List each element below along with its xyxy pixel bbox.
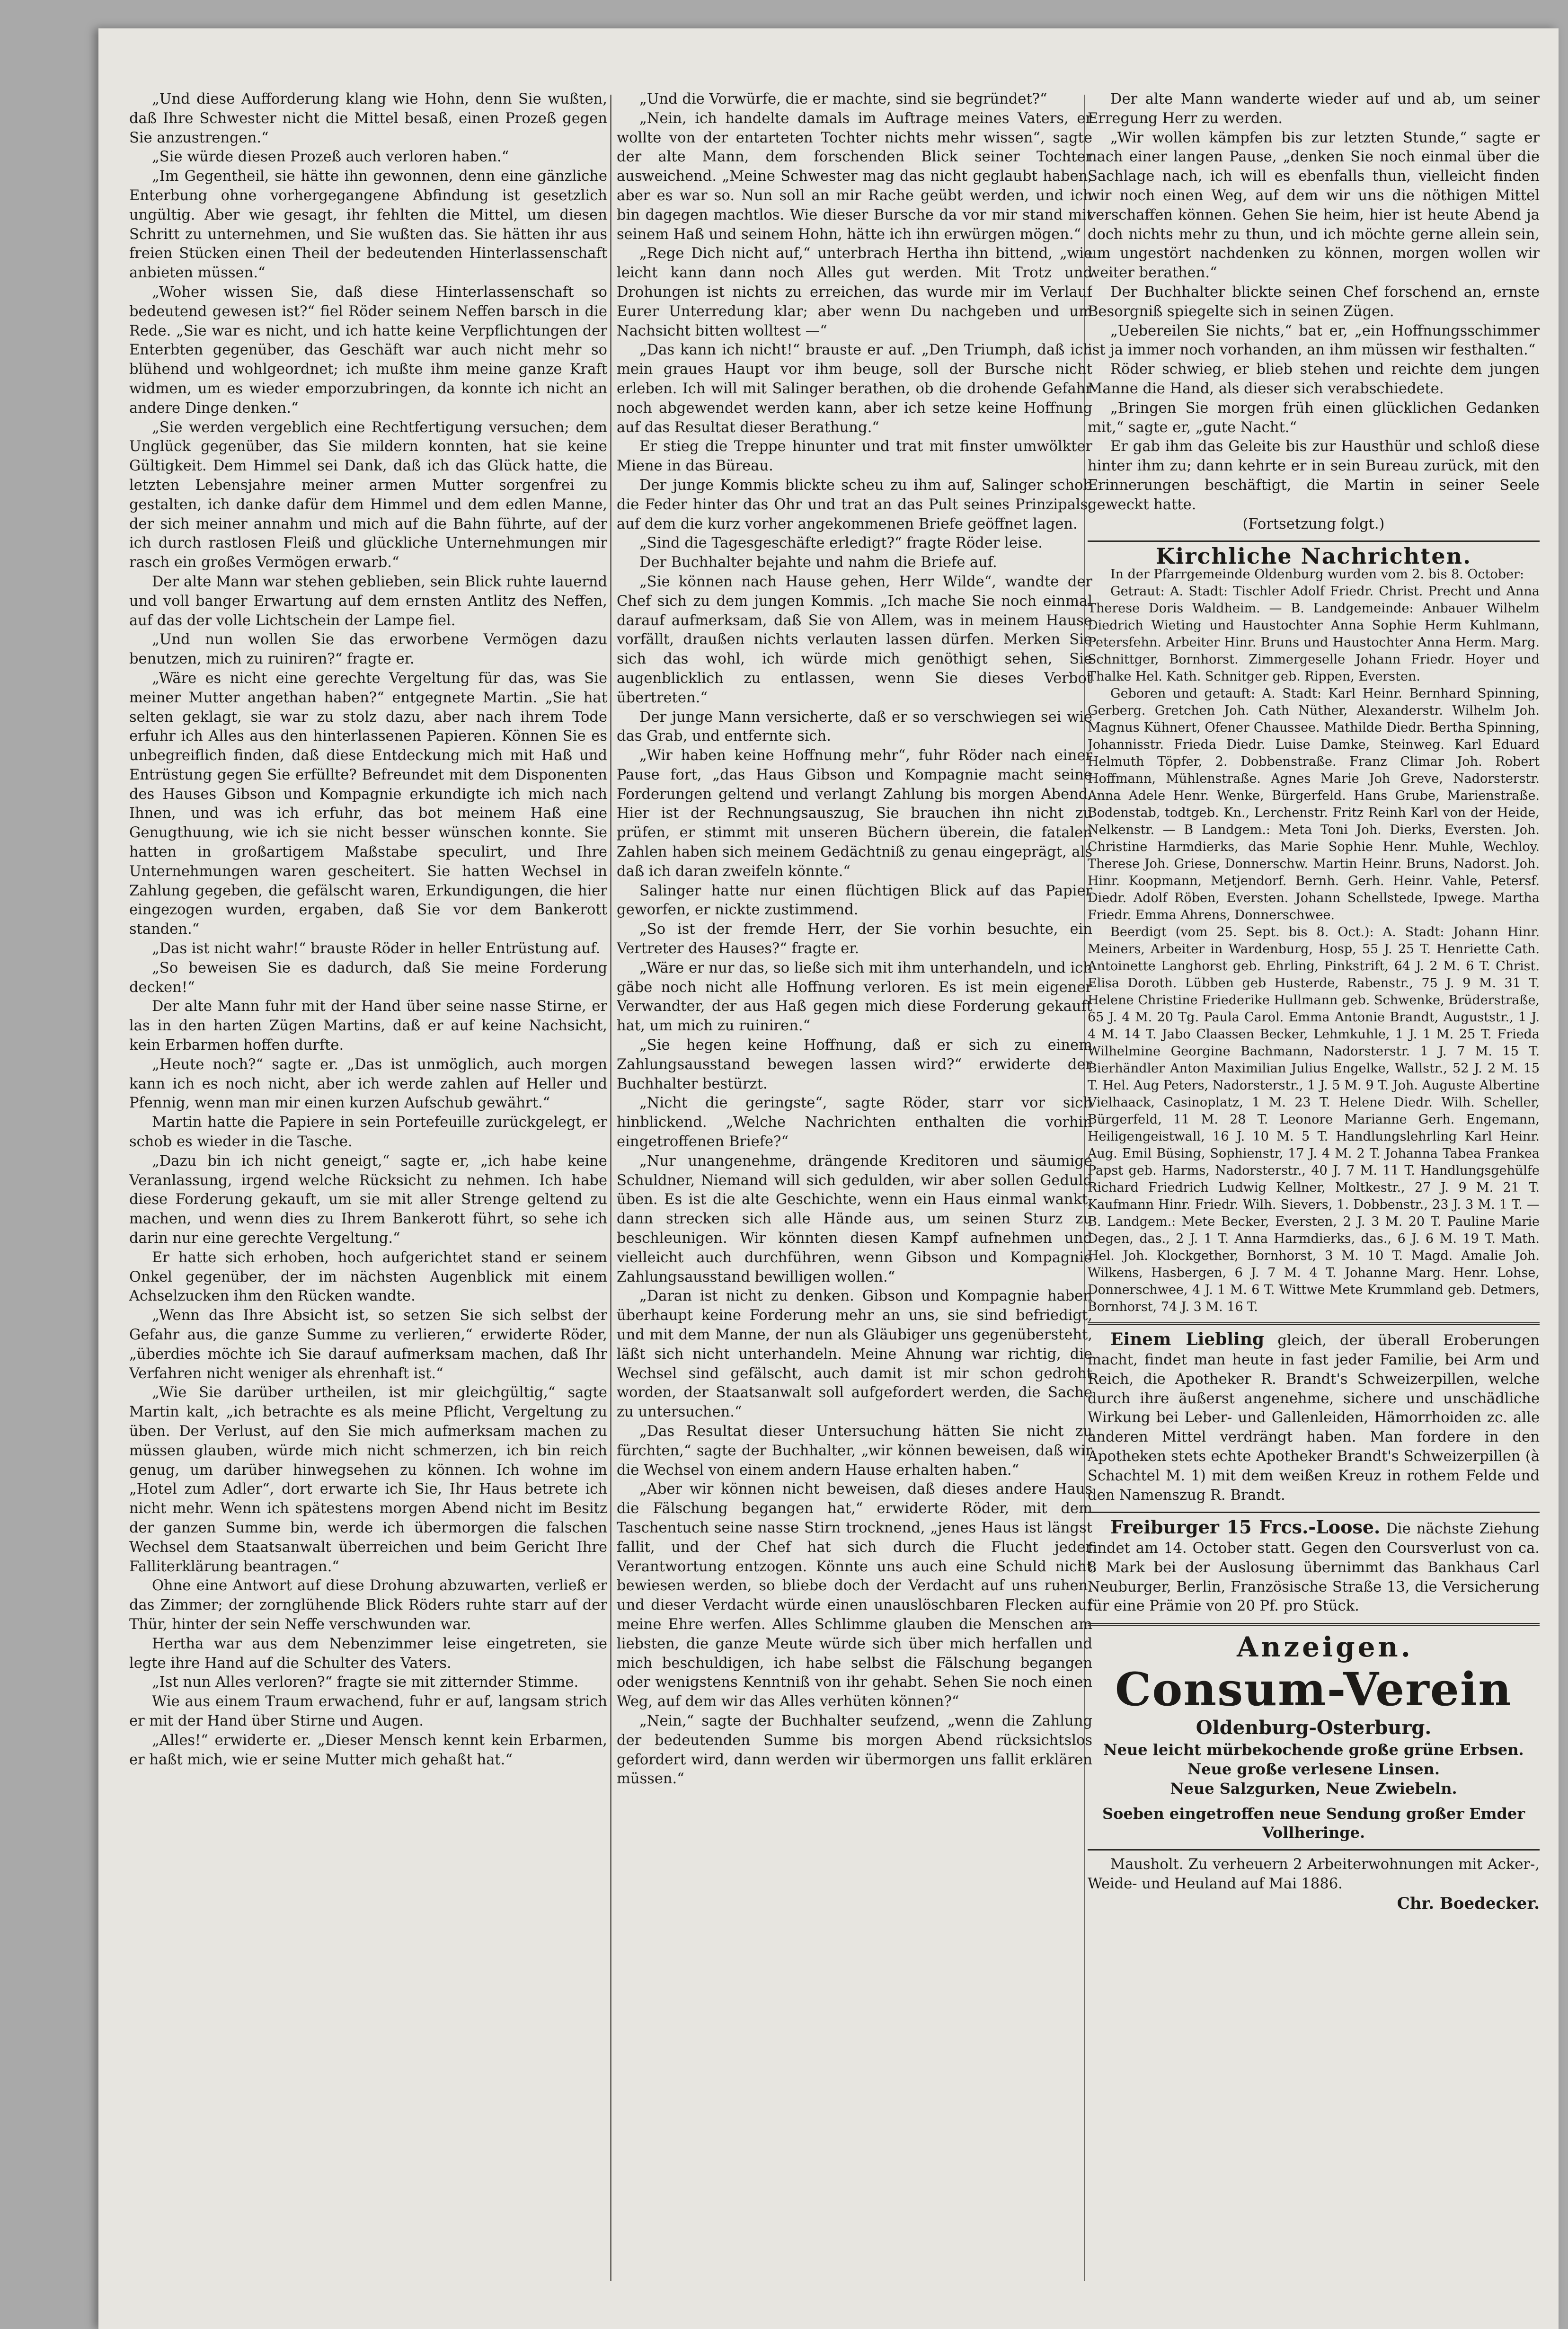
section-rule	[1088, 1623, 1540, 1626]
paragraph: „Uebereilen Sie nichts,“ bat er, „ein Hoffnungsschimmer ist ja immer noch vorhanden, an ihm müssen wir festhalten.“	[1088, 322, 1540, 359]
paragraph: Geboren und getauft: A. Stadt: Karl Heinr. Bernhard Spinning, Gerberg. Gretchen Joh. Cath Nüther, Alexanderstr. Wilhelm Joh. Magnus Kühnert, Ofener Chaussee. Mathilde Diedr. Bertha Spinning, Johannisstr. Frieda Diedr. Luise Damke, Steinweg. Karl Eduard Helmuth Töpfer, 2. Dobbenstraße. Franz Climar Joh. Robert Hoffmann, Mühlenstraße. Agnes Marie Joh Greve, Nadorsterstr. Anna Adele Henr. Wenke, Bürgerfeld. Hans Grube, Marienstraße. Bodenstab, todtgeb. Kn., Lerchenstr. Fritz Reinh Karl von der Heide, Nelkenstr. — B Landgem.: Meta Toni Joh. Dierks, Eversten. Joh. Christine Harmdierks, das Marie Sophie Henr. Muhle, Wechloy. Therese Joh. Griese, Donnerschw. Martin Heinr. Bruns, Nadorst. Joh. Hinr. Koopmann, Metjendorf. Bernh. Gerh. Heinr. Vahle, Petersf. Diedr. Adolf Röben, Eversten. Johann Schellstede, Ipwege. Martha Friedr. Emma Ahrens, Donnerschwee.	[1088, 686, 1540, 923]
church-news	[1088, 566, 1540, 1316]
paragraph: In der Pfarrgemeinde Oldenburg wurden vom 2. bis 8. October:	[1110, 567, 1524, 582]
paragraph: „Wenn das Ihre Absicht ist, so setzen Sie sich selbst der Gefahr aus, die ganze Summe zu verlieren,“ erwiderte Röder, „überdies möchte ich Sie darauf aufmerksam machen, daß Ihr Verfahren nicht weniger als ehrenhaft ist.“	[129, 1307, 607, 1382]
paragraph: „Sind die Tagesgeschäfte erledigt?“ fragte Röder leise.	[639, 535, 1043, 552]
paragraph: Der Buchhalter blickte seinen Chef forschend an, ernste Besorgniß spiegelte sich in seinen Zügen.	[1088, 283, 1540, 320]
paragraph: „Wie Sie darüber urtheilen, ist mir gleichgültig,“ sagte Martin kalt, „ich betrachte es als meine Pflicht, Vergeltung zu üben. Der Verlust, auf den Sie mich aufmerksam machen zu müssen glauben, würde mich nicht schmerzen, ich bin reich genug, um darüber hinwegsehen zu können. Ich wohne im „Hotel zum Adler“, dort erwarte ich Sie, Ihr Haus betrete ich nicht mehr. Wenn ich spätestens morgen Abend nicht im Besitz der ganzen Summe bin, werde ich übermorgen die falschen Wechsel dem Staatsanwalt überreichen und beim Gericht Ihre Falliterklärung beantragen.“	[129, 1384, 607, 1575]
paragraph: „Wäre er nur das, so ließe sich mit ihm unterhandeln, und ich gäbe noch nicht alle Hoffnung verloren. Es ist mein eigener Verwandter, der aus Haß gegen mich diese Forderung gekauft hat, um mich zu ruiniren.“	[617, 959, 1092, 1035]
ad-text: Die nächste Ziehung findet am 14. October statt. Gegen den Coursverlust von ca. 8 Mark bei der Auslosung übernimmt das Bankhaus Carl Neuburger, Berlin, Französische Straße 13, die Versicherung für eine Prämie von 20 Pf. pro Stück.	[1088, 1521, 1540, 1615]
paragraph: Er gab ihm das Geleite bis zur Hausthür und schloß diese hinter ihm zu; dann kehrte er in sein Bureau zurück, mit den Erinnerungen beschäftigt, die Martin in seiner Seele geweckt hatte.	[1088, 438, 1540, 513]
paragraph: „Das Resultat dieser Untersuchung hätten Sie nicht zu fürchten,“ sagte der Buchhalter, „wir können beweisen, daß wir die Wechsel von einem andern Hause erhalten haben.“	[617, 1423, 1092, 1479]
ad-lead: Freiburger 15 Frcs.-Loose.	[1110, 1516, 1381, 1538]
paragraph: Der junge Mann versicherte, daß er so verschwiegen sei wie das Grab, und entfernte sich.	[617, 708, 1092, 745]
paragraph: Der alte Mann fuhr mit der Hand über seine nasse Stirne, er las in den harten Zügen Martins, daß er auf keine Nachsicht, kein Erbarmen hoffen durfte.	[129, 998, 607, 1054]
newspaper-page	[98, 28, 1559, 2329]
paragraph: „Im Gegentheil, sie hätte ihn gewonnen, denn eine gänzliche Enterbung ohne vorhergegangene Abfindung ist gesetzlich ungültig. Aber wie gesagt, ihr fehlten die Mittel, um diesen Schritt zu unternehmen, und Sie wußten das. Sie hätten ihr aus freien Stücken einen Theil der bedeutenden Hinterlassenschaft anbieten müssen.“	[129, 168, 607, 282]
paragraph: Der alte Mann war stehen geblieben, sein Blick ruhte lauernd und voll banger Erwartung auf dem ernsten Antlitz des Neffen, auf das der volle Lichtschein der Lampe fiel.	[129, 573, 607, 629]
paragraph: Hertha war aus dem Nebenzimmer leise eingetreten, sie legte ihre Hand auf die Schulter des Vaters.	[129, 1635, 607, 1672]
ad-text: Mausholt. Zu verheuern 2 Arbeiterwohnungen mit Acker-, Weide- und Heuland auf Mai 1886.	[1088, 1856, 1540, 1893]
paragraph: „Nein, ich handelte damals im Auftrage meines Vaters, er wollte von der entarteten Tochter nichts mehr wissen“, sagte der alte Mann, dem forschenden Blick seiner Tochter ausweichend. „Meine Schwester mag das nicht geglaubt haben, aber es war so. Nun soll an mir Rache geübt werden, und ich bin dagegen machtlos. Wie dieser Bursche da vor mir stand mit seinem Haß und seinem Hohn, hätte ich ihn erwürgen mögen.“	[617, 110, 1092, 243]
ad-signature: Chr. Boedecker.	[1397, 1894, 1540, 1913]
story-column-1	[129, 90, 607, 2276]
paragraph: „Dazu bin ich nicht geneigt,“ sagte er, „ich habe keine Veranlassung, irgend welche Rücksicht zu nehmen. Ich habe diese Forderung gekauft, um sie mit aller Strenge geltend zu machen, und wenn dies zu Ihrem Bankerott führt, so sehe ich darin nur eine gerechte Vergeltung.“	[129, 1152, 607, 1247]
paragraph: „Nur unangenehme, drängende Kreditoren und säumige Schuldner, Niemand will sich gedulden, wir aber sollen Geduld üben. Es ist die alte Geschichte, wenn ein Haus einmal wankt, dann strecken sich alle Hände aus, um seinen Sturz zu beschleunigen. Wir könnten diesen Kampf aufnehmen und vielleicht auch durchführen, wenn Gibson und Kompagnie Zahlungsausstand bewilligen wollen.“	[617, 1152, 1092, 1285]
paragraph: „Nicht die geringste“, sagte Röder, starr vor sich hinblickend. „Welche Nachrichten enthalten die vorhin eingetroffenen Briefe?“	[617, 1095, 1092, 1151]
paragraph: Der junge Kommis blickte scheu zu ihm auf, Salinger schob die Feder hinter das Ohr und trat an das Pult seines Prinzipals, auf dem die kurz vorher angekommenen Briefe geöffnet lagen.	[617, 477, 1092, 532]
ad-line: Neue Salzgurken, Neue Zwiebeln.	[1170, 1779, 1457, 1798]
story-column-2	[617, 90, 1092, 2276]
paragraph: „Heute noch?“ sagte er. „Das ist unmöglich, auch morgen kann ich es noch nicht, aber ich werde zahlen auf Heller und Pfennig, wenn man mir einen kurzen Aufschub gewährt.“	[129, 1056, 607, 1112]
section-title: Kirchliche Nachrichten.	[1155, 543, 1472, 569]
ad-lead: Einem Liebling	[1110, 1329, 1265, 1350]
paragraph: „Aber wir können nicht beweisen, daß dieses andere Haus die Fälschung begangen hat,“ erwiderte Röder, mit dem Taschentuch seine nasse Stirn trocknend, „jenes Haus ist längst fallit, und der Chef hat sich durch die Flucht jeder Verantwortung entzogen. Könnte uns auch eine Schuld nicht bewiesen werden, so bliebe doch der Verdacht auf uns ruhen, und dieser Verdacht würde einen unauslöschbaren Flecken auf meine Ehre werfen. Alles Schlimme glauben die Menschen am liebsten, die ganze Meute würde sich über mich herfallen und mich beschuldigen, ich habe selbst die Fälschung begangen oder wenigstens Kenntniß von ihr gehabt. Sehen Sie noch einen Weg, auf dem wir das Alles verhüten können?“	[617, 1481, 1092, 1710]
paragraph: „Ist nun Alles verloren?“ fragte sie mit zitternder Stimme.	[152, 1674, 579, 1691]
paragraph: „Daran ist nicht zu denken. Gibson und Kompagnie haben überhaupt keine Forderung mehr an uns, sie sind befriedigt, und mit dem Manne, der nun als Gläubiger uns gegenübersteht, läßt sich nicht unterhandeln. Meine Ahnung war richtig, die Wechsel sind gefälscht, auch damit ist mir schon gedroht worden, der Staatsanwalt soll aufgefordert werden, die Sache zu untersuchen.“	[617, 1288, 1092, 1421]
paragraph: Röder schwieg, er blieb stehen und reichte dem jungen Manne die Hand, als dieser sich verabschiedete.	[1088, 361, 1540, 397]
ad-line: Neue leicht mürbekochende große grüne Erbsen.	[1103, 1741, 1524, 1759]
paragraph: Er stieg die Treppe hinunter und trat mit finster umwölkter Miene in das Büreau.	[617, 438, 1092, 475]
section-rule	[1088, 1512, 1540, 1513]
paragraph: Getraut: A. Stadt: Tischler Adolf Friedr. Christ. Precht und Anna Therese Doris Waldheim. — B. Landgemeinde: Anbauer Wilhelm Diedrich Wieting und Haustochter Anna Sophie Herm Kuhlmann, Petersfehn. Arbeiter Hinr. Bruns und Haustochter Anna Herm. Marg. Schnittger, Bornhorst. Zimmergeselle Johann Friedr. Hoyer und Thalke Hel. Kath. Schnitger geb. Rippen, Eversten.	[1088, 584, 1540, 684]
ad-text: gleich, der überall Eroberungen macht, findet man heute in fast jeder Familie, bei Arm und Reich, die Apotheker R. Brandt's Schweizerpillen, welche durch ihre äußerst angenehme, sichere und unschädliche Wirkung bei Leber- und Gallenleiden, Hämorrhoiden zc. alle anderen Mittel verdrängt haben. Man fordere in den Apotheken stets echte Apotheker Brandt's Schweizerpillen (à Schachtel M. 1) mit dem weißen Kreuz in rothem Felde und den Namenszug R. Brandt.	[1088, 1332, 1540, 1504]
ad-line: Soeben eingetroffen neue Sendung großer Emder Vollheringe.	[1102, 1804, 1525, 1842]
paragraph: Er hatte sich erhoben, hoch aufgerichtet stand er seinem Onkel gegenüber, der im nächsten Augenblick mit einem Achselzucken ihm den Rücken wandte.	[129, 1249, 607, 1305]
paragraph: Wie aus einem Traum erwachend, fuhr er auf, langsam strich er mit der Hand über Stirne und Augen.	[129, 1693, 607, 1729]
paragraph: „Rege Dich nicht auf,“ unterbrach Hertha ihn bittend, „wie leicht kann dann noch Alles gut werden. Mit Trotz und Drohungen ist nichts zu erreichen, das wurde mir im Verlauf Eurer Unterredung klar; aber wenn Du nachgeben und um Nachsicht bitten wolltest —“	[617, 245, 1092, 339]
section-rule	[1088, 1322, 1540, 1325]
paragraph: „Sie würde diesen Prozeß auch verloren haben.“	[152, 149, 509, 166]
ads-heading: Anzeigen.	[1237, 1631, 1413, 1664]
continuation-note: (Fortsetzung folgt.)	[1242, 515, 1385, 532]
ad-title: Consum-Verein	[1115, 1663, 1513, 1717]
paragraph: „Das kann ich nicht!“ brauste er auf. „Den Triumph, daß ich mein graues Haupt vor ihm beuge, soll der Bursche nicht erleben. Ich will mit Salinger berathen, ob die drohende Gefahr noch abgewendet werden kann, aber ich setze keine Hoffnung auf das Resultat dieser Berathung.“	[617, 342, 1092, 436]
paragraph: „Wäre es nicht eine gerechte Vergeltung für das, was Sie meiner Mutter angethan haben?“ entgegnete Martin. „Sie hat selten geklagt, sie war zu stolz dazu, aber nach ihrem Tode erfuhr ich Alles aus den hinterlassenen Papieren. Können Sie es unbegreiflich finden, daß diese Entdeckung mich mit Haß und Entrüstung gegen Sie erfüllte? Befreundet mit dem Disponenten des Hauses Gibson und Kompagnie erkundigte ich mich nach Ihnen, und was ich erfuhr, das bot meinem Haß eine Genugthuung, wie ich sie nicht besser wünschen konnte. Sie hatten in großartigem Maßstabe speculirt, und Ihre Unternehmungen waren gescheitert. Sie hatten Wechsel in Zahlung gegeben, die gefälscht waren, Erkundigungen, die hier eingezogen wurden, ergaben, daß Sie vor dem Bankerott standen.“	[129, 670, 607, 938]
section-rule	[1088, 540, 1540, 542]
paragraph: „Bringen Sie morgen früh einen glücklichen Gedanken mit,“ sagte er, „gute Nacht.“	[1088, 399, 1540, 436]
paragraph: Ohne eine Antwort auf diese Drohung abzuwarten, verließ er das Zimmer; der zornglühende Blick Röders ruhte starr auf der Thür, hinter der sein Neffe verschwunden war.	[129, 1577, 607, 1633]
paragraph: „So beweisen Sie es dadurch, daß Sie meine Forderung decken!“	[129, 959, 607, 996]
ad-lottery	[1088, 1518, 1540, 1616]
column-divider	[610, 95, 611, 2281]
paragraph: „Und nun wollen Sie das erworbene Vermögen dazu benutzen, mich zu ruiniren?“ fragte er.	[129, 631, 607, 668]
paragraph: Der alte Mann wanderte wieder auf und ab, um seiner Erregung Herr zu werden.	[1088, 91, 1540, 127]
section-rule	[1088, 1849, 1540, 1851]
paragraph: Der Buchhalter bejahte und nahm die Briefe auf.	[639, 554, 997, 571]
paragraph: „Sie werden vergeblich eine Rechtfertigung versuchen; dem Unglück gegenüber, das Sie mildern konnten, hat sie keine Gültigkeit. Dem Himmel sei Dank, daß ich das Glück hatte, die letzten Lebensjahre meiner armen Mutter sorgenfrei zu gestalten, ich danke dafür dem Himmel und dem edlen Manne, der sich meiner annahm und mich auf die Bahn führte, auf der ich durch rastlosen Fleiß und glückliche Unternehmungen mir rasch ein großes Vermögen erwarb.“	[129, 419, 607, 571]
paragraph: „Nein,“ sagte der Buchhalter seufzend, „wenn die Zahlung der bedeutenden Summe bis morgen Abend rücksichtslos gefordert wird, dann werden wir übermorgen uns fallit erklären müssen.“	[617, 1712, 1092, 1788]
column-3	[1088, 90, 1540, 2276]
paragraph: „Wir haben keine Hoffnung mehr“, fuhr Röder nach einer Pause fort, „das Haus Gibson und Kompagnie macht seine Forderungen geltend und verlangt Zahlung bis morgen Abend. Hier ist der Rechnungsauszug, Sie brauchen ihn nicht zu prüfen, er stimmt mit unseren Büchern überein, die fatalen Zahlen haben sich meinem Gedächtniß zu genau eingeprägt, als daß ich daran zweifeln könnte.“	[617, 747, 1092, 880]
paragraph: „Das ist nicht wahr!“ brauste Röder in heller Entrüstung auf.	[152, 940, 601, 957]
paragraph: „Und diese Aufforderung klang wie Hohn, denn Sie wußten, daß Ihre Schwester nicht die Mittel besaß, einen Prozeß gegen Sie anzustrengen.“	[129, 91, 607, 146]
paragraph: „Sie hegen keine Hoffnung, daß er sich zu einem Zahlungsausstand bewegen lassen wird?“ erwiderte der Buchhalter bestürzt.	[617, 1037, 1092, 1092]
ad-subtitle: Oldenburg-Osterburg.	[1196, 1717, 1432, 1739]
paragraph: „Woher wissen Sie, daß diese Hinterlassenschaft so bedeutend gewesen ist?“ fiel Röder seinem Neffen barsch in die Rede. „Sie war es nicht, und ich hatte keine Verpflichtungen der Enterbten gegenüber, das Geschäft war auch nicht mehr so blühend und wohlgeordnet; ich mußte ihm meine ganze Kraft widmen, um es wieder emporzubringen, da konnte ich nicht an andere Dinge denken.“	[129, 283, 607, 416]
paragraph: „Und die Vorwürfe, die er machte, sind sie begründet?“	[639, 91, 1047, 107]
ad-line: Neue große verlesene Linsen.	[1187, 1760, 1440, 1779]
paragraph: Beerdigt (vom 25. Sept. bis 8. Oct.): A. Stadt: Johann Hinr. Meiners, Arbeiter in Wardenburg, Hosp, 55 J. 25 T. Henriette Cath. Antoinette Langhorst geb. Ehrling, Pinkstrift, 64 J. 2 M. 6 T. Christ. Elisa Doroth. Lübben geb Husterde, Rabenstr., 75 J. 9 M. 31 T. Helene Christine Friederike Hullmann geb. Schwenke, Brüderstraße, 65 J. 4 M. 20 Tg. Paula Carol. Emma Antonie Brandt, Auguststr., 1 J. 4 M. 14 T. Jabo Claassen Becker, Lehmkuhle, 1 J. 1 M. 25 T. Frieda Wilhelmine Georgine Bachmann, Nadorsterstr. 1 J. 7 M. 15 T. Bierhändler Anton Maximilian Julius Engelke, Wallstr., 52 J. 2 M. 15 T. Hel. Aug Peters, Nadorsterstr., 1 J. 5 M. 9 T. Joh. Auguste Albertine Vielhaack, Casinoplatz, 1 M. 23 T. Helene Diedr. Wilh. Scheller, Bürgerfeld, 11 M. 28 T. Leonore Marianne Gerh. Engemann, Heiligengeistwall, 16 J. 10 M. 5 T. Handlungslehrling Karl Heinr. Aug. Emil Büsing, Sophienstr, 17 J. 4 M. 2 T. Johanna Tabea Frankea Papst geb. Harms, Nadorsterstr., 40 J. 7 M. 11 T. Handlungsgehülfe Richard Friedrich Ludwig Kellner, Moltkestr., 27 J. 9 M. 21 T. Kaufmann Hinr. Friedr. Wilh. Sievers, 1. Dobbenstr., 23 J. 3 M. 1 T. — B. Landgem.: Mete Becker, Eversten, 2 J. 3 M. 20 T. Pauline Marie Degen, das., 2 J. 1 T. Anna Harmdierks, das., 6 J. 6 M. 19 T. Math. Hel. Joh. Klockgether, Bornhorst, 3 M. 10 T. Magd. Amalie Joh. Wilkens, Hasbergen, 6 J. 7 M. 4 T. Johanne Marg. Henr. Lohse, Donnerschwee, 4 J. 1 M. 6 T. Wittwe Mete Krummland geb. Detmers, Bornhorst, 74 J. 3 M. 16 T.	[1088, 925, 1540, 1315]
paragraph: „So ist der fremde Herr, der Sie vorhin besuchte, ein Vertreter des Hauses?“ fragte er.	[617, 921, 1092, 957]
paragraph: „Alles!“ erwiderte er. „Dieser Mensch kennt kein Erbarmen, er haßt mich, wie er seine Mutter mich gehaßt hat.“	[129, 1732, 607, 1768]
paragraph: „Wir wollen kämpfen bis zur letzten Stunde,“ sagte er nach einer langen Pause, „denken Sie noch einmal über die Sachlage nach, ich will es ebenfalls thun, vielleicht finden wir noch einen Weg, auf dem wir uns die nöthigen Mittel verschaffen können. Gehen Sie heim, hier ist heute Abend ja doch nichts mehr zu thun, und ich möchte gerne allein sein, um ungestört nachdenken zu können, morgen wollen wir weiter berathen.“	[1088, 129, 1540, 282]
paragraph: „Sie können nach Hause gehen, Herr Wilde“, wandte der Chef sich zu dem jungen Kommis. „Ich mache Sie noch einmal darauf aufmerksam, daß Sie von Allem, was in meinem Hause vorfällt, draußen nichts verlauten lassen dürfen. Merken Sie sich das wohl, ich würde mich genöthigt sehen, Sie augenblicklich zu entlassen, wenn Sie dieses Verbot übertreten.“	[617, 573, 1092, 706]
ad-schweizerpillen	[1088, 1330, 1540, 1505]
paragraph: Martin hatte die Papiere in sein Portefeuille zurückgelegt, er schob es wieder in die Tasche.	[129, 1114, 607, 1151]
paragraph: Salinger hatte nur einen flüchtigen Blick auf das Papier geworfen, er nickte zustimmend.	[617, 882, 1092, 919]
